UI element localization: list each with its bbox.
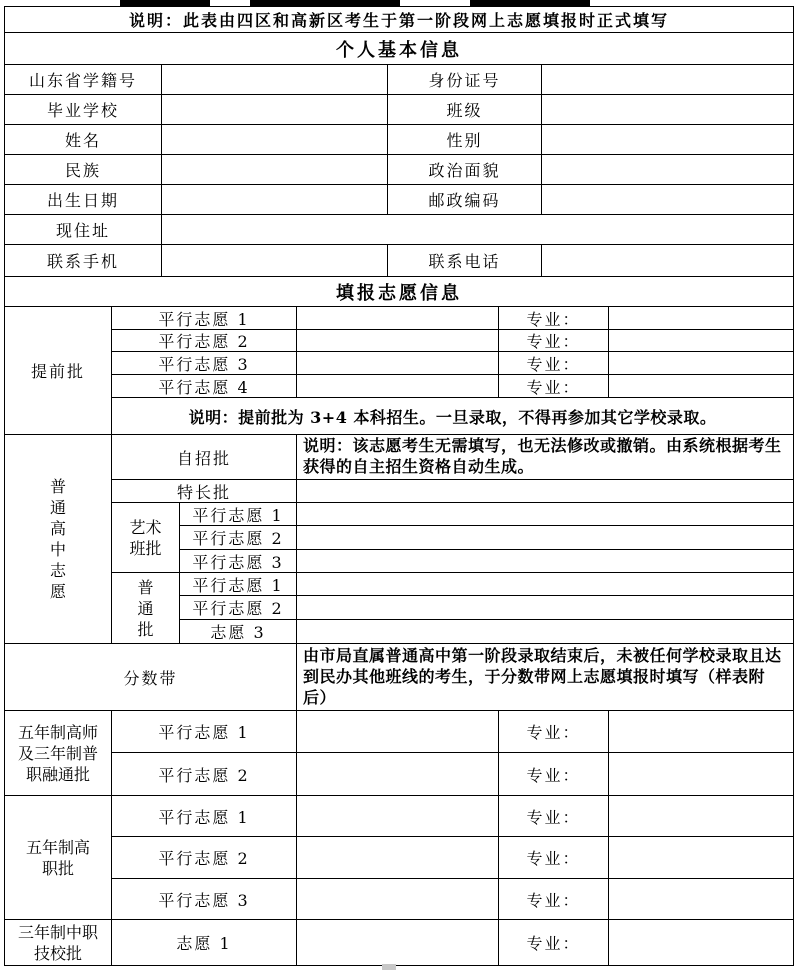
five-voc-batch-label: 五年制高职批: [5, 796, 112, 920]
header-note: 说明：此表由四区和高新区考生于第一阶段网上志愿填报时正式填写: [5, 7, 793, 33]
early-major-2-input[interactable]: [609, 330, 793, 352]
five-three-wish-1-input[interactable]: [297, 711, 499, 753]
input-school[interactable]: [162, 95, 388, 125]
normal-wish-1-label: 平行志愿 1: [180, 573, 297, 596]
input-birth[interactable]: [162, 185, 388, 215]
early-wish-2-label: 平行志愿 2: [112, 330, 297, 352]
five-three-wish-1-label: 平行志愿 1: [112, 711, 297, 753]
label-class: 班级: [388, 95, 542, 125]
normal-wish-3-input[interactable]: [297, 620, 793, 644]
three-voc-major-1-input[interactable]: [609, 920, 793, 965]
input-id-card[interactable]: [542, 65, 793, 95]
five-voc-wish-1-label: 平行志愿 1: [112, 796, 297, 837]
art-wish-3-input[interactable]: [297, 550, 793, 573]
three-voc-batch-label: 三年制中职技校批: [5, 920, 112, 965]
label-name: 姓名: [5, 125, 162, 155]
label-ethnicity: 民族: [5, 155, 162, 185]
early-wish-2-input[interactable]: [297, 330, 499, 352]
label-birth: 出生日期: [5, 185, 162, 215]
art-wish-1-input[interactable]: [297, 503, 793, 526]
early-wish-3-label: 平行志愿 3: [112, 352, 297, 375]
label-gender: 性别: [388, 125, 542, 155]
five-voc-wish-3-label: 平行志愿 3: [112, 879, 297, 920]
general-batch-label: 普通高中志愿: [5, 435, 112, 644]
three-voc-major-1-label: 专业：: [499, 920, 609, 965]
label-id-card: 身份证号: [388, 65, 542, 95]
normal-wish-3-label: 志愿 3: [180, 620, 297, 644]
input-gender[interactable]: [542, 125, 793, 155]
input-student-id[interactable]: [162, 65, 388, 95]
special-batch-label: 特长批: [112, 480, 297, 503]
five-voc-major-2-label: 专业：: [499, 837, 609, 879]
input-address[interactable]: [162, 215, 793, 245]
early-major-3-input[interactable]: [609, 352, 793, 375]
early-wish-1-label: 平行志愿 1: [112, 307, 297, 330]
early-major-1-label: 专业：: [499, 307, 609, 330]
self-batch-label: 自招批: [112, 435, 297, 480]
score-band-note: 由市局直属普通高中第一阶段录取结束后，未被任何学校录取且达到民办其他班线的考生，于分数带网上志愿填报时填写（样表附后）: [297, 644, 793, 711]
five-voc-wish-1-input[interactable]: [297, 796, 499, 837]
label-school: 毕业学校: [5, 95, 162, 125]
input-mobile[interactable]: [162, 245, 388, 277]
five-voc-major-3-input[interactable]: [609, 879, 793, 920]
early-major-2-label: 专业：: [499, 330, 609, 352]
score-band-label: 分数带: [5, 644, 297, 711]
early-batch-label: 提前批: [5, 307, 112, 435]
five-three-wish-2-label: 平行志愿 2: [112, 753, 297, 796]
five-three-major-1-input[interactable]: [609, 711, 793, 753]
five-voc-major-1-label: 专业：: [499, 796, 609, 837]
art-wish-1-label: 平行志愿 1: [180, 503, 297, 526]
early-wish-3-input[interactable]: [297, 352, 499, 375]
early-wish-1-input[interactable]: [297, 307, 499, 330]
self-batch-note: 说明：该志愿考生无需填写，也无法修改或撤销。由系统根据考生获得的自主招生资格自动生成。: [297, 435, 793, 480]
special-batch-input[interactable]: [297, 480, 793, 503]
early-major-4-input[interactable]: [609, 375, 793, 398]
five-three-major-2-label: 专业：: [499, 753, 609, 796]
section-title-personal: 个人基本信息: [5, 33, 793, 65]
normal-wish-2-input[interactable]: [297, 596, 793, 620]
early-wish-4-label: 平行志愿 4: [112, 375, 297, 398]
five-voc-major-3-label: 专业：: [499, 879, 609, 920]
five-voc-wish-2-label: 平行志愿 2: [112, 837, 297, 879]
normal-wish-1-input[interactable]: [297, 573, 793, 596]
label-student-id: 山东省学籍号: [5, 65, 162, 95]
label-phone: 联系电话: [388, 245, 542, 277]
five-three-major-2-input[interactable]: [609, 753, 793, 796]
five-three-wish-2-input[interactable]: [297, 753, 499, 796]
label-mobile: 联系手机: [5, 245, 162, 277]
label-address: 现住址: [5, 215, 162, 245]
section-title-wishes: 填报志愿信息: [5, 277, 793, 307]
label-postcode: 邮政编码: [388, 185, 542, 215]
five-voc-major-2-input[interactable]: [609, 837, 793, 879]
input-ethnicity[interactable]: [162, 155, 388, 185]
art-batch-label: 艺术班批: [112, 503, 180, 573]
five-voc-wish-2-input[interactable]: [297, 837, 499, 879]
five-voc-major-1-input[interactable]: [609, 796, 793, 837]
input-class[interactable]: [542, 95, 793, 125]
three-voc-wish-1-label: 志愿 1: [112, 920, 297, 965]
scroll-indicator[interactable]: [382, 964, 396, 970]
application-form-table: [4, 6, 794, 966]
five-voc-wish-3-input[interactable]: [297, 879, 499, 920]
early-major-3-label: 专业：: [499, 352, 609, 375]
input-phone[interactable]: [542, 245, 793, 277]
early-wish-4-input[interactable]: [297, 375, 499, 398]
early-major-1-input[interactable]: [609, 307, 793, 330]
early-major-4-label: 专业：: [499, 375, 609, 398]
early-batch-note: 说明：提前批为 3+4 本科招生。一旦录取，不得再参加其它学校录取。: [112, 398, 793, 435]
five-three-major-1-label: 专业：: [499, 711, 609, 753]
normal-batch-label: 普通批: [112, 573, 180, 644]
art-wish-3-label: 平行志愿 3: [180, 550, 297, 573]
input-political[interactable]: [542, 155, 793, 185]
input-name[interactable]: [162, 125, 388, 155]
input-postcode[interactable]: [542, 185, 793, 215]
art-wish-2-input[interactable]: [297, 526, 793, 550]
three-voc-wish-1-input[interactable]: [297, 920, 499, 965]
normal-wish-2-label: 平行志愿 2: [180, 596, 297, 620]
label-political: 政治面貌: [388, 155, 542, 185]
art-wish-2-label: 平行志愿 2: [180, 526, 297, 550]
five-three-batch-label: 五年制高师及三年制普职融通批: [5, 711, 112, 796]
